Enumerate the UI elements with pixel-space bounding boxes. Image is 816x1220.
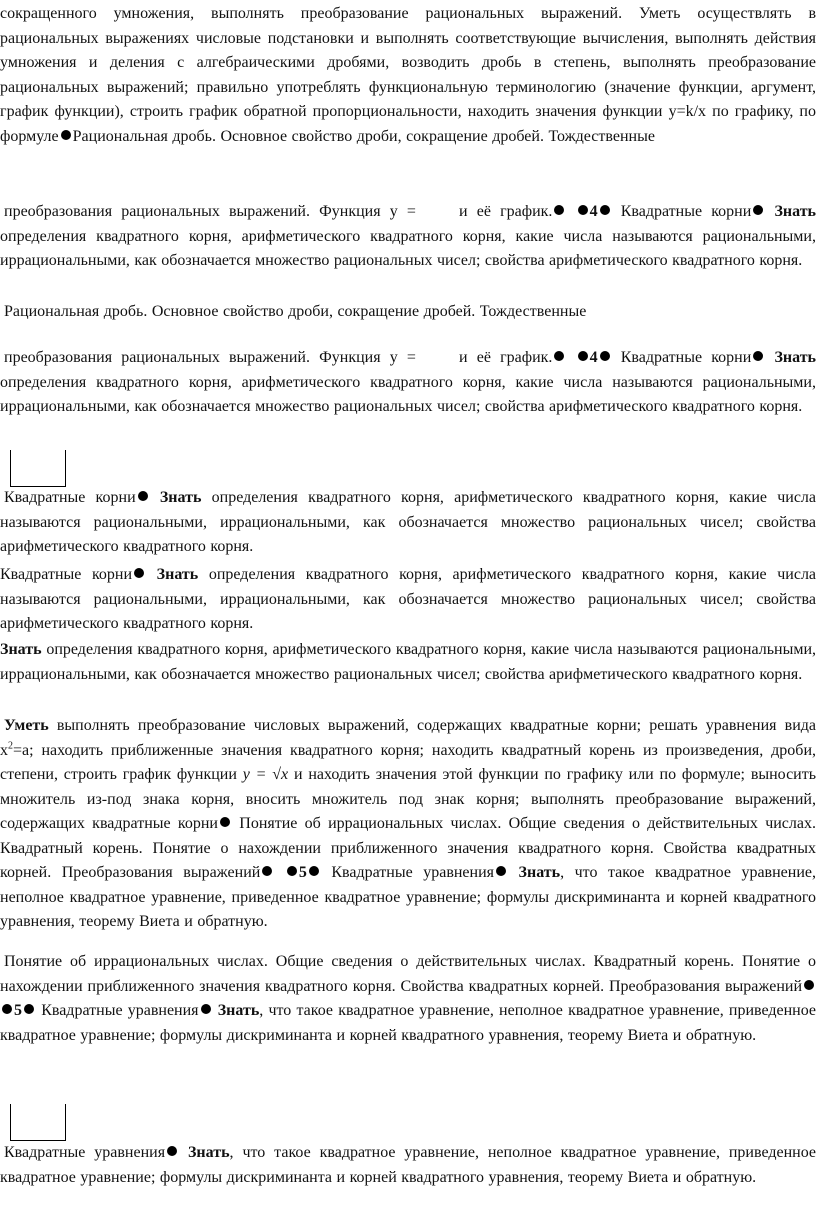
paragraph-2: [0, 200, 816, 274]
text: , что такое квадратное уравнение, неполное квадратное уравнение, приведенное квадратное уравнение; формулы дискриминанта и корней квадратного уравнения, теорему Виета и обратную.: [0, 1002, 816, 1044]
keyword-know: Знать: [159, 489, 202, 506]
section-number: 5: [298, 864, 307, 881]
keyword-can: Уметь: [4, 717, 49, 734]
text: Квадратные корни: [620, 203, 752, 220]
text: преобразования рациональных выражений. Функция y =: [4, 349, 416, 366]
bullet-icon: [804, 980, 814, 990]
line: осуществлять в рациональных выражениях числовые подстановки и выполнять соответствующие: [0, 5, 816, 47]
line: Рациональная дробь. Основное свойство дроби, сокращение дробей. Тождественные: [72, 127, 655, 145]
superscript: 2: [8, 740, 13, 752]
text: выполнять преобразование числовых выражений, содержащих квадратные корни; решать уравнения вида x: [0, 717, 816, 759]
text: =a; находить приближенные значения квадратного корня; находить квадратный корень из произведения, дроби, степени, строить график функции: [0, 741, 816, 783]
bullet-icon: [138, 491, 148, 501]
line: формуле: [0, 127, 59, 145]
text: Квадратные корни: [0, 566, 133, 583]
keyword-know: Знать: [156, 566, 199, 583]
paragraph-8: [0, 714, 816, 935]
bullet-icon: [578, 205, 588, 215]
bullet-icon: [309, 866, 319, 876]
bullet-icon: [167, 1146, 177, 1156]
bullet-icon: [287, 866, 297, 876]
bullet-icon: [554, 351, 564, 361]
text: Квадратные уравнения: [4, 1144, 166, 1161]
keyword-know: Знать: [0, 641, 42, 658]
text: преобразования рациональных выражений. Функция y =: [4, 203, 416, 220]
keyword-know: Знать: [217, 1002, 260, 1019]
text: определения квадратного корня, арифметического квадратного корня, какие числа называются рациональными, иррациональными, как обозначается множество рациональных чисел; свойства арифметического квадратного корня.: [0, 373, 816, 415]
section-number: 4: [589, 203, 598, 220]
text: Квадратные уравнения: [41, 1002, 199, 1019]
bullet-icon: [134, 568, 144, 578]
text: Понятие об иррациональных числах. Общие сведения о действительных числах. Квадратный корень. Понятие о нахождении приближенного значения квадратного корня. Свойства квадратных корней. Преобразования выражений: [0, 815, 816, 881]
text: определения квадратного корня, арифметического квадратного корня, какие числа называются рациональными, иррациональными, как обозначается множество рациональных чисел; свойства арифметического квадратного корня.: [0, 489, 816, 555]
paragraph-5: [0, 486, 816, 560]
bullet-icon: [753, 351, 763, 361]
line: дробь в степень, выполнять преобразование рациональных выражений; правильно употреблять: [0, 54, 816, 96]
text: , что такое квадратное уравнение, неполное квадратное уравнение, приведенное квадратное уравнение; формулы дискриминанта и корней квадратного уравнения, теорему Виета и обратную.: [0, 864, 816, 930]
paragraph-6: [0, 563, 816, 637]
bullet-icon: [554, 205, 564, 215]
keyword-know: Знать: [518, 864, 561, 881]
bullet-icon: [2, 1004, 12, 1014]
empty-table-cell: [10, 1104, 66, 1141]
text: Квадратные корни: [620, 349, 752, 366]
bullet-icon: [496, 866, 506, 876]
line: обратной пропорциональности, находить значения функции y=k/x по графику, по: [243, 103, 816, 120]
keyword-know: Знать: [187, 1144, 230, 1161]
text: определения квадратного корня, арифметического квадратного корня, какие числа называются рациональными, иррациональными, как обозначается множество рациональных чисел; свойства арифметического квадратного корня.: [0, 227, 816, 269]
paragraph-7: [0, 638, 816, 687]
text: и находить значения этой функции по графику или по формуле; выносить множитель из-под знака корня, вносить множитель под знак корня; выполнять преобразование выражений, содержащих квадратные корни: [0, 766, 816, 832]
bullet-icon: [220, 817, 230, 827]
empty-table-cell: [10, 450, 66, 487]
text: определения квадратного корня, арифметического квадратного корня, какие числа называются рациональными, иррациональными, как обозначается множество рациональных чисел; свойства арифметического квадратного корня.: [0, 641, 816, 683]
bullet-icon: [61, 130, 71, 140]
bullet-icon: [600, 205, 610, 215]
text: Понятие об иррациональных числах. Общие сведения о действительных числах. Квадратный корень. Понятие о нахождении приближенного значения квадратного корня. Свойства квадратных корней. Преобразования выражений: [0, 953, 816, 995]
paragraph-10: [0, 1141, 816, 1190]
text: Квадратные корни: [4, 489, 136, 506]
paragraph-9: [0, 950, 816, 1048]
text: и её график.: [459, 349, 553, 366]
text: и её график.: [459, 203, 553, 220]
line: сокращенного умножения, выполнять преобразование рациональных выражений. Уметь: [0, 5, 681, 22]
section-number: 4: [589, 349, 598, 366]
keyword-know: Знать: [774, 203, 816, 220]
text: Квадратные уравнения: [331, 864, 495, 881]
bullet-icon: [24, 1004, 34, 1014]
bullet-icon: [201, 1004, 211, 1014]
bullet-icon: [600, 351, 610, 361]
paragraph-4: [0, 346, 816, 420]
paragraph-3: [0, 300, 816, 325]
text: , что такое квадратное уравнение, неполное квадратное уравнение, приведенное квадратное уравнение; формулы дискриминанта и корней квадратного уравнения, теорему Виета и обратную.: [0, 1144, 816, 1186]
text: Рациональная дробь. Основное свойство дроби, сокращение дробей. Тождественные: [4, 303, 587, 320]
keyword-know: Знать: [774, 349, 816, 366]
line: вычисления, выполнять действия умножения и деления с алгебраическими дробями, возводить: [0, 29, 816, 71]
bullet-icon: [262, 866, 272, 876]
section-number: 5: [14, 1002, 22, 1019]
bullet-icon: [753, 205, 763, 215]
line: функциональную терминологию (значение функции, аргумент, график функции), строить график: [0, 78, 816, 120]
text: определения квадратного корня, арифметического квадратного корня, какие числа называются рациональными, иррациональными, как обозначается множество рациональных чисел; свойства арифметического квадратного корня.: [0, 566, 816, 632]
formula-sqrt: y = √x: [242, 766, 289, 783]
paragraph-1: [0, 2, 816, 149]
bullet-icon: [578, 351, 588, 361]
